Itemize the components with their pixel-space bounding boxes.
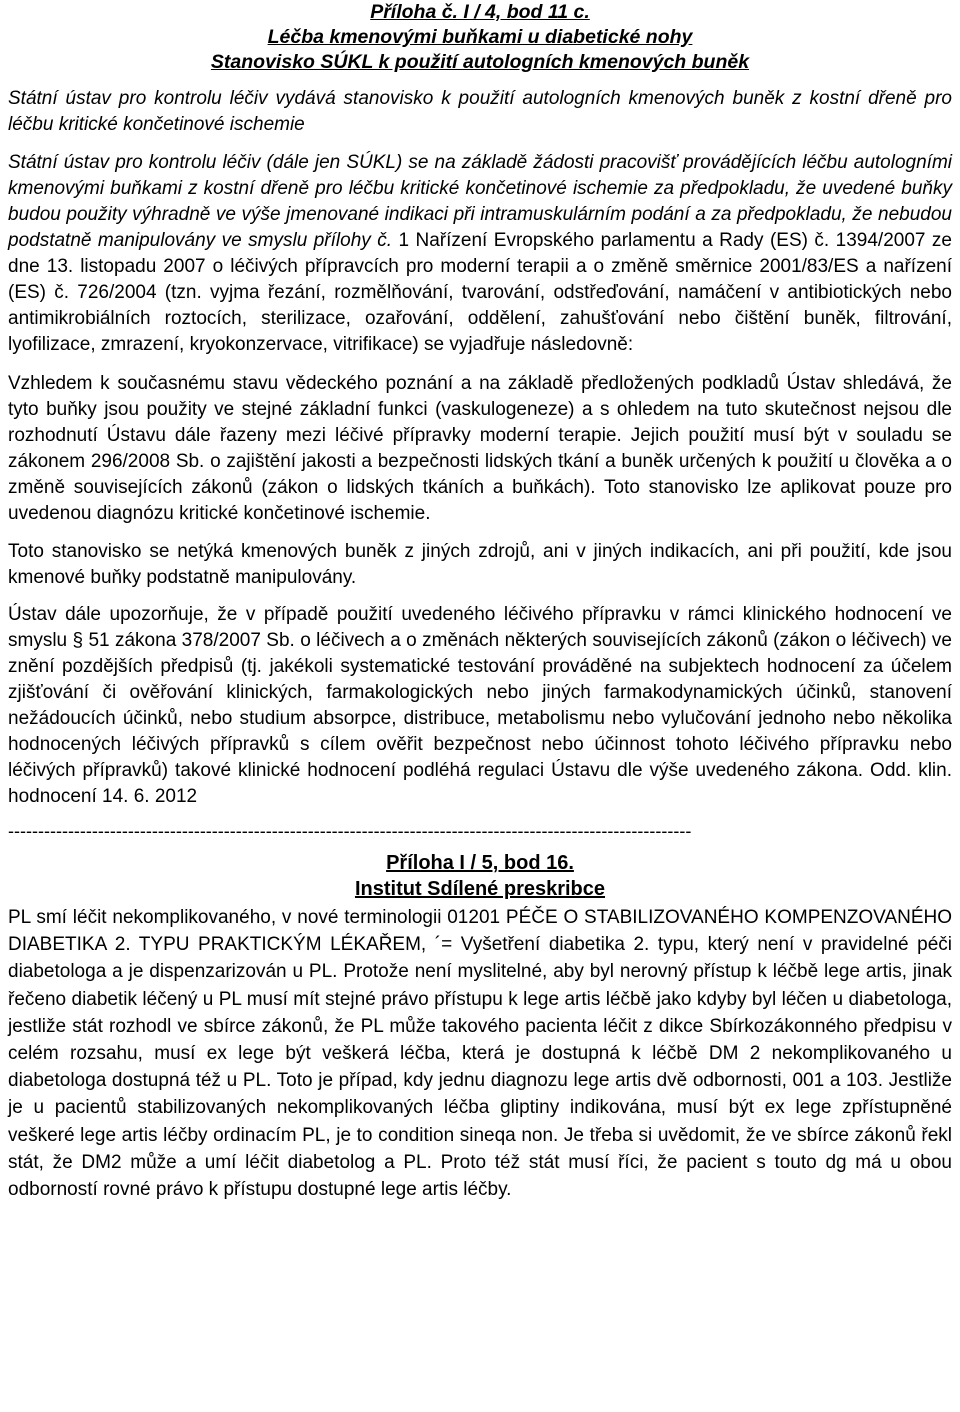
opinion-title: Stanovisko SÚKL k použití autologních kmenových buněk [210, 51, 750, 73]
opinion-paragraph-3: Toto stanovisko se netýká kmenových buněk z jiných zdrojů, ani v jiných indikacích, ani při použití, kde jsou kmenové buňky podstatně manipulovány. [8, 541, 952, 588]
opinion-paragraph-2: Vzhledem k současnému stavu vědeckého poznání a na základě předložených podkladů Ústav shledává, že tyto buňky jsou použity ve stejné základní funkci (vaskulogeneze) a s ohledem na tuto skutečnost nejsou dle rozhodnutí Ústavu dále řazeny mezi léčivé přípravky moderní terapie. Jejich použití musí být v souladu se zákonem 296/2008 Sb. o zajištění jakosti a bezpečnosti lidských tkání a buněk určených k použití u člověka a o změně souvisejících zákonů (zákon o lidských tkáních a buňkách). Toto stanovisko lze aplikovat pouze pro uvedenou diagnózu kritické končetinové ischemie. [8, 373, 952, 524]
opinion-paragraph-1-italic: Státní ústav pro kontrolu léčiv (dále jen SÚKL) se na základě žádosti pracovišť provádějících léčbu autologními kmenovými buňkami z kostní dřeně pro léčbu kritické končetinové ischemie za předpokladu, že uvedené buňky budou použity výhradně ve výše jmenované indikaci při intramuskulárním podání a za předpokladu, že nebudou podstatně manipulovány ve smyslu přílohy č. [8, 152, 952, 251]
lead-paragraph: Státní ústav pro kontrolu léčiv vydává stanovisko k použití autologních kmenových buněk z kostní dřeně pro léčbu kritické končetinové ischemie [8, 88, 952, 135]
institute-title: Institut Sdílené preskribce [354, 878, 606, 900]
attachment-5-title: Příloha I / 5, bod 16. [386, 852, 574, 874]
section2-header [8, 850, 952, 902]
treatment-title: Léčba kmenovými buňkami u diabetické nohy [267, 26, 693, 48]
opinion-paragraph-4: Ústav dále upozorňuje, že v případě použití uvedeného léčivého přípravku v rámci klinického hodnocení ve smyslu § 51 zákona 378/2007 Sb. o léčivech a o změnách některých souvisejících zákonů (zákon o léčivech) ve znění pozdějších předpisů (tj. jakékoli systematické testování prováděné na subjektech hodnocení za účelem zjišťování či ověřování klinických, farmakologických nebo jiných farmakodynamických účinků, stanovení nežádoucích účinků, nebo studium absorpce, distribuce, metabolismu nebo vylučování jednoho nebo několika hodnocených léčivých přípravků s cílem ověřit bezpečnost nebo účinnost tohoto léčivého přípravku nebo léčivých přípravků) takové klinické hodnocení podléhá regulaci Ústavu dle výše uvedeného zákona. Odd. klin. hodnocení 14. 6. 2012 [8, 604, 952, 807]
section-divider: ------------------------------------------------------------------------------------------------------------------ [8, 821, 692, 841]
shared-prescription-paragraph: PL smí léčit nekomplikovaného, v nové terminologii 01201 PÉČE O STABILIZOVANÉHO KOMPENZOVANÉHO DIABETIKA 2. TYPU PRAKTICKÝM LÉKAŘEM, ´= Vyšetření diabetika 2. typu, který není v pravidelné péči diabetologa a je dispenzarizován u PL. Protože není myslitelné, aby byl nerovný přístup k léčbě lege artis, jinak řečeno diabetik léčený u PL musí mít stejné právo přístupu k lege artis léčbě jako kdyby byl léčen u diabetologa, jestliže stát rozhodl ve sbírce zákonů, že PL může takového pacienta léčit z dikce Sbírkozákonného předpisu v celém rozsahu, musí ex lege být veškerá léčba, která je dostupná k léčbě DM 2 nekomplikovaného u diabetologa dostupná též u PL. Toto je případ, kdy jednu diagnozu lege artis dvě odbornosti, 001 a 103. Jestliže je u pacientů stabilizovaných nekomplikovaných léčba gliptiny indikována, musí být ex lege zpřístupněné veškeré lege artis léčby ordinacím PL, je to condition sineqa non. Je třeba si uvědomit, že ve sbírce zákonů řekl stát, že DM2 může a umí léčit diabetolog a PL. Proto též stát musí říci, že pacient s touto dg má u obou odborností rovné právo k přístupu dostupné lege artis léčby. [8, 907, 952, 1201]
attachment-title: Příloha č. I / 4, bod 11 c. [370, 1, 590, 23]
opinion-paragraph-1-plain: 1 Nařízení Evropského parlamentu a Rady (ES) č. 1394/2007 ze dne 13. listopadu 2007 o léčivých přípravcích pro moderní terapii a o změně směrnice 2001/83/ES a nařízení (ES) č. 726/2004 (tzn. vyjma řezání, rozmělňování, tvarování, odstřeďování, namáčení v antibiotických nebo antimikrobiálních roztocích, sterilizace, ozařování, oddělení, zahušťování nebo čištění buněk, filtrování, lyofilizace, zmrazení, kryokonzervace, vitrifikace) se vyjadřuje následovně: [8, 230, 952, 355]
opinion-paragraph-1 [8, 150, 952, 358]
section1-header [8, 0, 952, 75]
